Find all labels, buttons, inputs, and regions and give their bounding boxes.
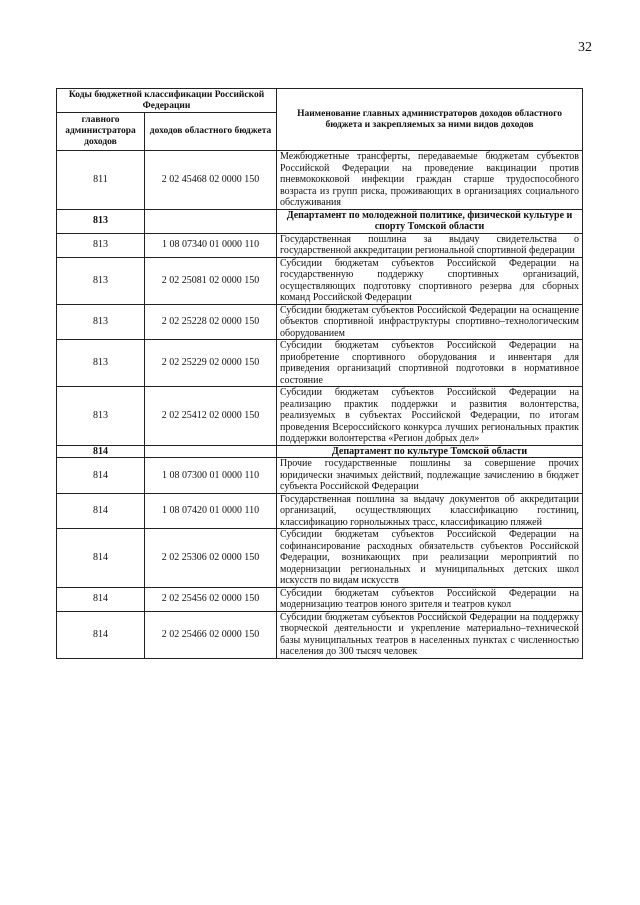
table-row bbox=[57, 387, 583, 446]
table-row bbox=[57, 611, 583, 658]
income-description-cell: Субсидии бюджетам субъектов Российской Федерации на государственную поддержку спортивных организаций, осуществляющих подготовку спортивного резерва для сборных команд Российской Федерации bbox=[277, 257, 583, 304]
header-admin-column: главного администратора доходов bbox=[57, 113, 145, 151]
income-code-cell: 2 02 45468 02 0000 150 bbox=[145, 151, 277, 210]
department-row bbox=[57, 209, 583, 233]
income-code-cell: 2 02 25412 02 0000 150 bbox=[145, 387, 277, 446]
table-row bbox=[57, 151, 583, 210]
admin-code-cell: 814 bbox=[57, 611, 145, 658]
table-row bbox=[57, 304, 583, 340]
table-row bbox=[57, 257, 583, 304]
income-code-cell: 2 02 25456 02 0000 150 bbox=[145, 587, 277, 611]
admin-code-cell: 813 bbox=[57, 209, 145, 233]
income-code-cell: 2 02 25081 02 0000 150 bbox=[145, 257, 277, 304]
admin-code-cell: 814 bbox=[57, 493, 145, 529]
income-description-cell: Субсидии бюджетам субъектов Российской Федерации на поддержку творческой деятельности и укрепление материально–технической базы муниципальных театров в населенных пунктах с численностью населения до 300 тысяч человек bbox=[277, 611, 583, 658]
header-name-column: Наименование главных администраторов доходов областного бюджета и закрепляемых за ними видов доходов bbox=[277, 89, 583, 151]
table-row bbox=[57, 493, 583, 529]
table-row bbox=[57, 340, 583, 387]
header-group-title: Коды бюджетной классификации Российской Федерации bbox=[57, 89, 277, 113]
income-description-cell: Субсидии бюджетам субъектов Российской Федерации на приобретение спортивного оборудования и инвентаря для приведения организаций спортивной подготовки в нормативное состояние bbox=[277, 340, 583, 387]
income-code-cell bbox=[145, 445, 277, 458]
income-description-cell: Государственная пошлина за выдачу документов об аккредитации организаций, осуществляющих классификацию гостиниц, классификацию горнолыжных трасс, классификацию пляжей bbox=[277, 493, 583, 529]
admin-code-cell: 814 bbox=[57, 445, 145, 458]
income-description-cell: Субсидии бюджетам субъектов Российской Федерации на софинансирование расходных обязательств субъектов Российской Федерации, возникающих при реализации мероприятий по модернизации региональных и муниципальных детских школ искусств по видам искусств bbox=[277, 529, 583, 588]
admin-code-cell: 813 bbox=[57, 304, 145, 340]
admin-code-cell: 811 bbox=[57, 151, 145, 210]
table-row bbox=[57, 233, 583, 257]
admin-code-cell: 813 bbox=[57, 387, 145, 446]
income-description-cell: Прочие государственные пошлины за совершение прочих юридически значимых действий, подлежащие зачислению в бюджет субъекта Российской Федерации bbox=[277, 458, 583, 494]
income-description-cell: Межбюджетные трансферты, передаваемые бюджетам субъектов Российской Федерации на проведение вакцинации против пневмококковой инфекции граждан старше трудоспособного возраста из групп риска, проживающих в организациях социального обслуживания bbox=[277, 151, 583, 210]
table-header bbox=[57, 89, 583, 151]
income-description-cell: Субсидии бюджетам субъектов Российской Федерации на модернизацию театров юного зрителя и театров кукол bbox=[277, 587, 583, 611]
income-description-cell: Субсидии бюджетам субъектов Российской Федерации на оснащение объектов спортивной инфраструктуры спортивно–технологическим оборудованием bbox=[277, 304, 583, 340]
income-code-cell: 1 08 07300 01 0000 110 bbox=[145, 458, 277, 494]
income-description-cell: Субсидии бюджетам субъектов Российской Федерации на реализацию практик поддержки и развития волонтерства, реализуемых в субъектах Российской Федерации, по итогам проведения Всероссийского конкурса лучших региональных практик поддержки волонтерства «Регион добрых дел» bbox=[277, 387, 583, 446]
admin-code-cell: 813 bbox=[57, 257, 145, 304]
budget-classification-table bbox=[56, 88, 583, 659]
department-name-cell: Департамент по молодежной политике, физической культуре и спорту Томской области bbox=[277, 209, 583, 233]
income-code-cell: 2 02 25228 02 0000 150 bbox=[145, 304, 277, 340]
table-row bbox=[57, 587, 583, 611]
income-description-cell: Государственная пошлина за выдачу свидетельства о государственной аккредитации региональной спортивной федерации bbox=[277, 233, 583, 257]
income-code-cell: 2 02 25306 02 0000 150 bbox=[145, 529, 277, 588]
table-row bbox=[57, 529, 583, 588]
income-code-cell: 2 02 25466 02 0000 150 bbox=[145, 611, 277, 658]
income-code-cell: 1 08 07340 01 0000 110 bbox=[145, 233, 277, 257]
income-code-cell bbox=[145, 209, 277, 233]
admin-code-cell: 813 bbox=[57, 233, 145, 257]
admin-code-cell: 814 bbox=[57, 529, 145, 588]
department-row bbox=[57, 445, 583, 458]
table-row bbox=[57, 458, 583, 494]
admin-code-cell: 813 bbox=[57, 340, 145, 387]
department-name-cell: Департамент по культуре Томской области bbox=[277, 445, 583, 458]
income-code-cell: 2 02 25229 02 0000 150 bbox=[145, 340, 277, 387]
header-income-column: доходов областного бюджета bbox=[145, 113, 277, 151]
table-body bbox=[57, 151, 583, 659]
admin-code-cell: 814 bbox=[57, 458, 145, 494]
page-number: 32 bbox=[578, 40, 592, 55]
admin-code-cell: 814 bbox=[57, 587, 145, 611]
income-code-cell: 1 08 07420 01 0000 110 bbox=[145, 493, 277, 529]
